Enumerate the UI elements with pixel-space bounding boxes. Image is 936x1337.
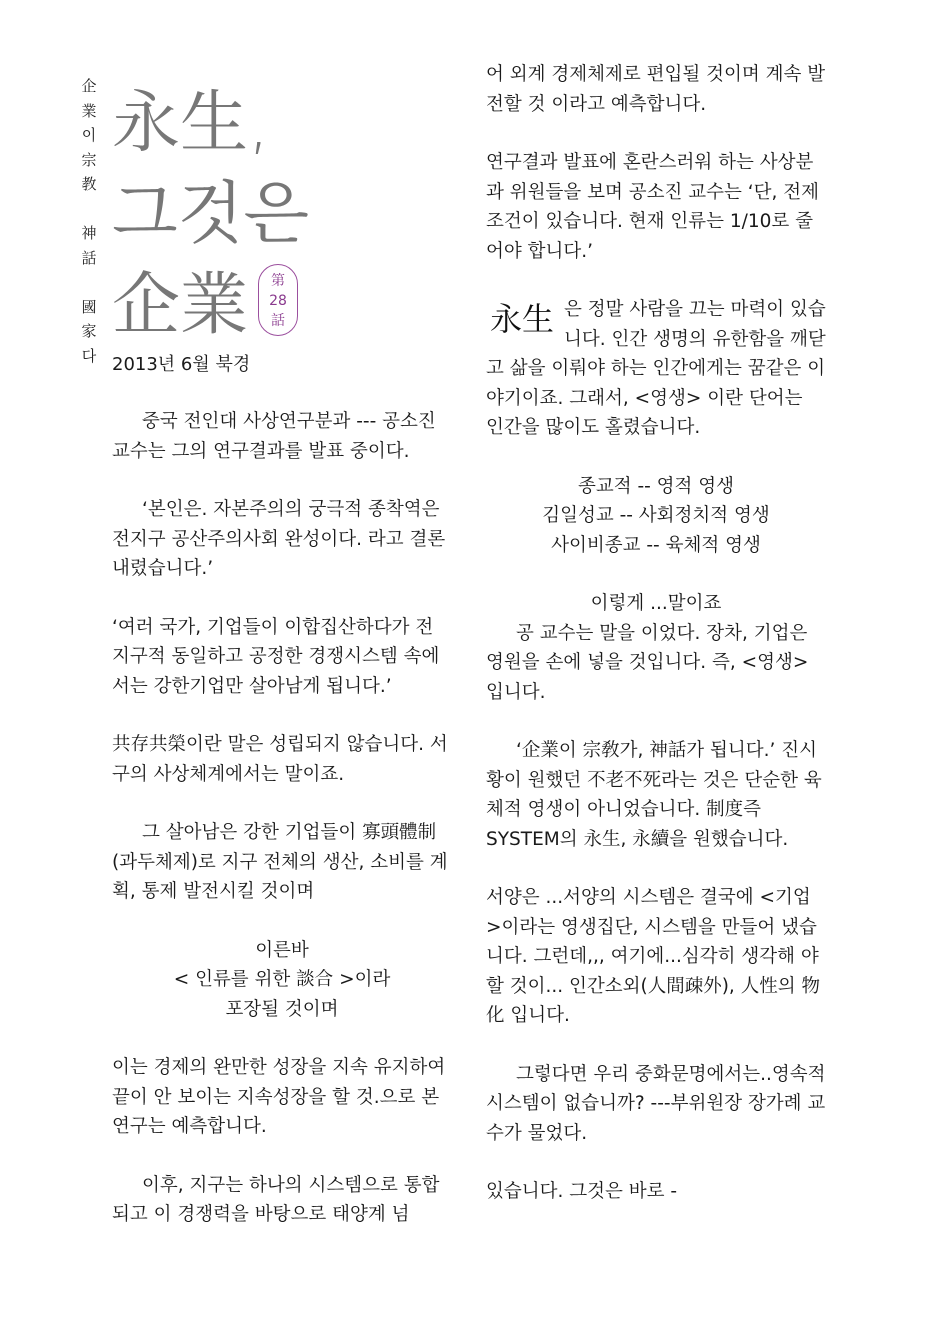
dropcap: 永生: [490, 300, 555, 338]
centered-line: 김일성교 -- 사회정치적 영생: [542, 505, 770, 526]
series-char: 業: [81, 101, 97, 120]
series-char: 神: [81, 224, 97, 242]
paragraph: 중국 전인대 사상연구분과 --- 공소진 교수는 그의 연구결과를 발표 중이다.: [112, 411, 436, 462]
series-char: 話: [81, 248, 97, 267]
paragraph: 이후, 지구는 하나의 시스템으로 통합되고 이 경쟁력을 바탕으로 태양계 넘: [112, 1174, 440, 1225]
centered-line: 이른바: [255, 939, 309, 961]
paragraph: ‘企業이 宗敎가, 神話가 됩니다.’ 진시황이 원했던 不老不死라는 것은 단순한 육체적 영생이 아니었습니다. 制度즉 SYSTEM의 永生, 永續을 원했습니다.: [486, 740, 822, 850]
title-line: 永生,: [112, 84, 270, 163]
paragraph: 공 교수는 말을 이었다. 장차, 기업은 영원을 손에 넣을 것입니다. 즉, <영생> 입니다.: [486, 622, 809, 703]
series-char: 이: [81, 126, 97, 144]
title-line: 企業: [112, 266, 249, 345]
paragraph: 그 살아남은 강한 기업들이 寡頭體制(과두체제)로 지구 전체의 생산, 소비를 계획, 통제 발전시킬 것이며: [112, 822, 448, 902]
paragraph: ‘본인은. 자본주의의 궁극적 종착역은 전지구 공산주의사회 완성이다. 라고 결론 내렸습니다.’: [112, 499, 446, 579]
left-column: [112, 407, 452, 1259]
series-char: 宗: [81, 150, 97, 169]
paragraph: 연구결과 발표에 혼란스러워 하는 사상분과 위원들을 보며 공소진 교수는 ‘단, 전제조건이 있습니다. 현재 인류는 1/10로 줄어야 합니다.’: [486, 152, 819, 262]
series-char: 家: [81, 322, 97, 340]
centered-line: < 인류를 위한 談合 >이라: [173, 969, 391, 990]
paragraph: ‘여러 국가, 기업들이 이합집산하다가 전 지구적 동일하고 공정한 경쟁시스템 속에서는 강한기업만 살아남게 됩니다.’: [112, 616, 440, 697]
centered-line: 종교적 -- 영적 영생: [577, 475, 735, 497]
paragraph: 어 외계 경제체제로 편입될 것이며 계속 발전할 것 이라고 예측합니다.: [486, 64, 826, 115]
episode-char: 第: [271, 273, 285, 289]
article-date: 2013년 6월 북경: [112, 354, 251, 375]
episode-char: 話: [271, 313, 285, 329]
paragraph: 서양은 ...서양의 시스템은 결국에 <기업>이라는 영생집단, 시스템을 만들어 냈습니다. 그런데,,, 여기에...심각히 생각해 야 할 것이... 인간소외(人間疎外), 人性의 物化 입니다.: [486, 887, 820, 1026]
paragraph: 共存共榮이란 말은 성립되지 않습니다. 서구의 사상체계에서는 말이죠.: [112, 734, 448, 785]
right-column: [486, 60, 826, 1236]
dropcap-text: 은 정말 사람을 끄는 마력이 있습니다. 인간 생명의 유한함을 깨닫고 삶을 이뤄야 하는 인간에게는 꿈같은 이야기이죠. 그래서, <영생> 이란 단어는 인간을 많이도 홀렸습니다.: [486, 299, 826, 438]
paragraph: 이는 경제의 완만한 성장을 지속 유지하여 끝이 안 보이는 지속성장을 할 것.으로 본 연구는 예측합니다.: [112, 1057, 446, 1137]
dropcap-paragraph: [486, 295, 826, 443]
series-title-vertical: [78, 74, 100, 368]
centered-line: 이렇게 ...말이죠: [590, 593, 722, 614]
series-char: 教: [81, 175, 97, 193]
episode-badge: [258, 264, 298, 336]
centered-line: 포장될 것이며: [225, 998, 339, 1020]
paragraph: 그렇다면 우리 중화문명에서는..영속적 시스템이 없습니까? ---부위원장 장가례 교수가 물었다.: [486, 1063, 826, 1144]
centered-line: 사이비종교 -- 육체적 영생: [551, 534, 761, 556]
episode-number: 28: [269, 293, 287, 309]
series-char: 國: [81, 297, 97, 316]
series-gap: [78, 197, 100, 222]
series-gap: [78, 270, 100, 295]
paragraph: 있습니다. 그것은 바로 -: [486, 1181, 678, 1202]
series-char: 다: [81, 346, 97, 365]
series-char: 企: [81, 77, 97, 95]
title-line: 그것은: [112, 175, 310, 254]
